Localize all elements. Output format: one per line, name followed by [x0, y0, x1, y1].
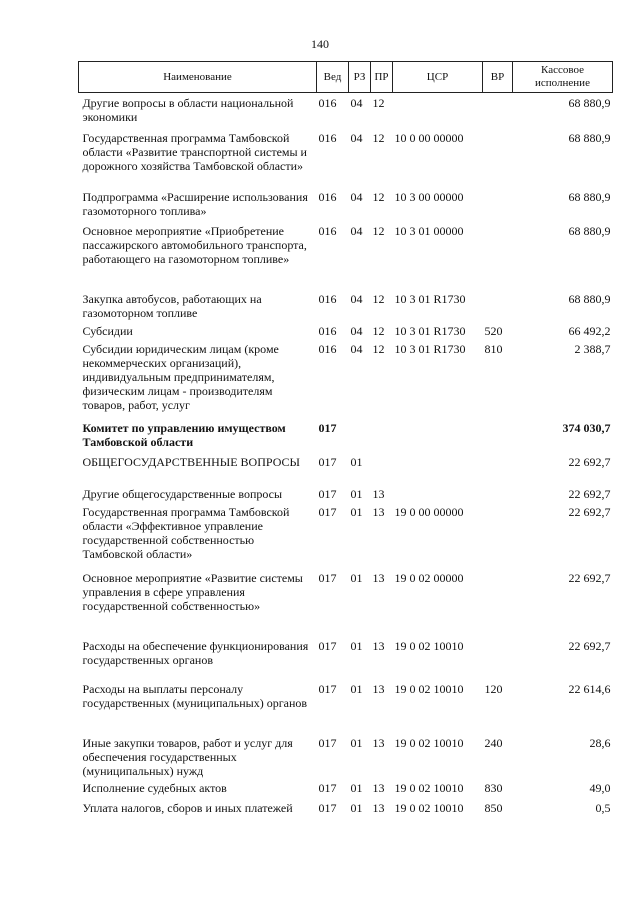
table-row: [79, 455, 613, 487]
cell-amount: 374 030,7: [562, 420, 611, 435]
cell-pr: 12: [372, 291, 385, 306]
cell-rz: 04: [350, 341, 363, 356]
cell-rz: 04: [350, 291, 363, 306]
table-row: [79, 781, 613, 801]
cell-name: ОБЩЕГОСУДАРСТВЕННЫЕ ВОПРОСЫ: [82, 454, 300, 469]
table-row: [79, 487, 613, 505]
cell-pr: 13: [372, 681, 385, 696]
table-row: [79, 801, 613, 837]
cell-vr: 520: [484, 323, 503, 338]
table-row: [79, 131, 613, 190]
cell-amount: 22 692,7: [568, 486, 611, 501]
cell-ved: 016: [318, 96, 337, 110]
cell-name: Другие общегосударственные вопросы: [82, 486, 283, 501]
cell-rz: 04: [350, 323, 363, 338]
cell-ved: 017: [318, 800, 337, 815]
cell-vr: 830: [484, 780, 503, 795]
table-row: [79, 639, 613, 682]
cell-ved: 016: [318, 223, 337, 238]
cell-ved: 017: [318, 681, 337, 696]
table-row: [79, 571, 613, 639]
cell-csr: 19 0 02 10010: [394, 780, 464, 795]
cell-ved: 016: [318, 341, 337, 356]
table-row: [79, 736, 613, 781]
table-header-row: [79, 62, 613, 93]
cell-pr: 12: [372, 323, 385, 338]
cell-vr: [483, 292, 513, 324]
cell-pr: 12: [372, 96, 385, 110]
cell-rz: 04: [350, 189, 363, 204]
header-csr: ЦСР: [393, 62, 483, 93]
cell-csr: 19 0 02 00000: [394, 570, 464, 585]
cell-csr: [393, 487, 483, 505]
table-row: [79, 224, 613, 292]
header-ved: Вед: [317, 62, 349, 93]
cell-pr: 12: [372, 341, 385, 356]
cell-rz: 01: [350, 486, 363, 501]
cell-name: Государственная программа Тамбовской области «Развитие транспортной системы и дорожного хозяйства Тамбовской области»: [82, 130, 307, 173]
cell-vr: [483, 455, 513, 487]
cell-pr: 13: [372, 735, 385, 750]
cell-ved: 017: [318, 420, 337, 435]
cell-name: Иные закупки товаров, работ и услуг для обеспечения государственных (муниципальных) нужд: [82, 735, 293, 778]
cell-pr: [371, 421, 393, 455]
cell-csr: 19 0 00 00000: [394, 504, 464, 519]
cell-csr: 10 3 01 R1730: [394, 291, 466, 306]
cell-ved: 017: [318, 486, 337, 501]
cell-rz: 04: [350, 130, 363, 145]
cell-amount: 22 692,7: [568, 638, 611, 653]
cell-amount: 0,5: [595, 800, 611, 815]
cell-csr: [393, 455, 483, 487]
cell-csr: 10 3 01 R1730: [394, 323, 466, 338]
cell-amount: 68 880,9: [568, 291, 611, 306]
header-pr: ПР: [371, 62, 393, 93]
cell-ved: 017: [318, 638, 337, 653]
table-row: [79, 421, 613, 455]
cell-vr: [483, 131, 513, 190]
cell-amount: 22 692,7: [568, 570, 611, 585]
cell-ved: 016: [318, 189, 337, 204]
header-amount: Кассовое исполнение: [513, 62, 613, 93]
cell-pr: 12: [372, 189, 385, 204]
table-row: [79, 93, 613, 131]
cell-amount: 68 880,9: [568, 96, 611, 110]
cell-name: Государственная программа Тамбовской области «Эффективное управление государственной собственностью Тамбовской области»: [82, 504, 290, 561]
budget-execution-table: [78, 61, 613, 837]
cell-rz: 01: [350, 800, 363, 815]
cell-rz: 01: [350, 454, 363, 469]
cell-csr: 10 3 00 00000: [394, 189, 464, 204]
cell-pr: 12: [372, 223, 385, 238]
cell-amount: 66 492,2: [568, 323, 611, 338]
table-row: [79, 190, 613, 224]
cell-amount: 22 614,6: [568, 681, 611, 696]
cell-name: Комитет по управлению имуществом Тамбовской области: [82, 420, 286, 449]
cell-vr: 810: [484, 341, 503, 356]
cell-ved: 016: [318, 323, 337, 338]
cell-name: Закупка автобусов, работающих на газомоторном топливе: [82, 291, 262, 320]
cell-csr: 19 0 02 10010: [394, 681, 464, 696]
cell-amount: 22 692,7: [568, 504, 611, 519]
cell-rz: 01: [350, 780, 363, 795]
header-vr: ВР: [483, 62, 513, 93]
cell-vr: [483, 487, 513, 505]
table-row: [79, 505, 613, 571]
cell-vr: 240: [484, 735, 503, 750]
cell-csr: 10 0 00 00000: [394, 130, 464, 145]
table-row: [79, 292, 613, 324]
cell-csr: 19 0 02 10010: [394, 800, 464, 815]
table-body: [79, 93, 613, 837]
cell-csr: [393, 93, 483, 131]
cell-name: Субсидии: [82, 323, 133, 338]
cell-name: Основное мероприятие «Развитие системы управления в сфере управления государственной собственностью»: [82, 570, 303, 613]
cell-ved: 016: [318, 291, 337, 306]
cell-csr: [393, 421, 483, 455]
cell-rz: 01: [350, 735, 363, 750]
cell-rz: 01: [350, 504, 363, 519]
cell-ved: 017: [318, 780, 337, 795]
table-row: [79, 324, 613, 342]
cell-pr: [371, 455, 393, 487]
cell-name: Другие вопросы в области национальной экономики: [82, 96, 294, 124]
cell-vr: [483, 224, 513, 292]
cell-pr: 13: [372, 570, 385, 585]
cell-vr: [483, 93, 513, 131]
cell-csr: 19 0 02 10010: [394, 638, 464, 653]
cell-pr: 13: [372, 504, 385, 519]
cell-amount: 22 692,7: [568, 454, 611, 469]
cell-vr: [483, 190, 513, 224]
cell-name: Расходы на обеспечение функционирования государственных органов: [82, 638, 309, 667]
cell-name: Уплата налогов, сборов и иных платежей: [82, 800, 293, 815]
header-rz: РЗ: [349, 62, 371, 93]
cell-rz: [349, 421, 371, 455]
cell-rz: 04: [350, 223, 363, 238]
page-number: 140: [311, 37, 329, 51]
cell-pr: 13: [372, 486, 385, 501]
cell-pr: 13: [372, 780, 385, 795]
cell-amount: 68 880,9: [568, 223, 611, 238]
cell-amount: 49,0: [589, 780, 611, 795]
cell-ved: 017: [318, 504, 337, 519]
cell-pr: 12: [372, 130, 385, 145]
cell-ved: 017: [318, 454, 337, 469]
cell-vr: 850: [484, 800, 503, 815]
cell-amount: 28,6: [589, 735, 611, 750]
cell-ved: 016: [318, 130, 337, 145]
cell-amount: 68 880,9: [568, 130, 611, 145]
table-row: [79, 682, 613, 736]
cell-rz: 01: [350, 638, 363, 653]
header-name: Наименование: [79, 62, 317, 93]
cell-rz: 04: [350, 96, 363, 110]
cell-name: Расходы на выплаты персоналу государственных (муниципальных) органов: [82, 681, 308, 710]
cell-name: Подпрограмма «Расширение использования газомоторного топлива»: [82, 189, 308, 218]
cell-csr: 10 3 01 R1730: [394, 341, 466, 356]
cell-vr: [483, 639, 513, 682]
cell-ved: 017: [318, 735, 337, 750]
cell-csr: 19 0 02 10010: [394, 735, 464, 750]
cell-csr: 10 3 01 00000: [394, 223, 464, 238]
cell-vr: [483, 505, 513, 571]
cell-vr: [483, 421, 513, 455]
table-row: [79, 342, 613, 421]
cell-pr: 13: [372, 800, 385, 815]
cell-vr: 120: [484, 681, 503, 696]
cell-pr: 13: [372, 638, 385, 653]
cell-amount: 2 388,7: [574, 341, 611, 356]
cell-rz: 01: [350, 681, 363, 696]
cell-ved: 017: [318, 570, 337, 585]
cell-rz: 01: [350, 570, 363, 585]
cell-name: Субсидии юридическим лицам (кроме некоммерческих организаций), индивидуальным предпринимателям, физическим лицам - производителям товаров, работ, услуг: [82, 341, 279, 412]
cell-name: Основное мероприятие «Приобретение пассажирского автомобильного транспорта, работающего на газомоторном топливе»: [82, 223, 307, 266]
cell-name: Исполнение судебных актов: [82, 780, 227, 795]
cell-vr: [483, 571, 513, 639]
cell-amount: 68 880,9: [568, 189, 611, 204]
